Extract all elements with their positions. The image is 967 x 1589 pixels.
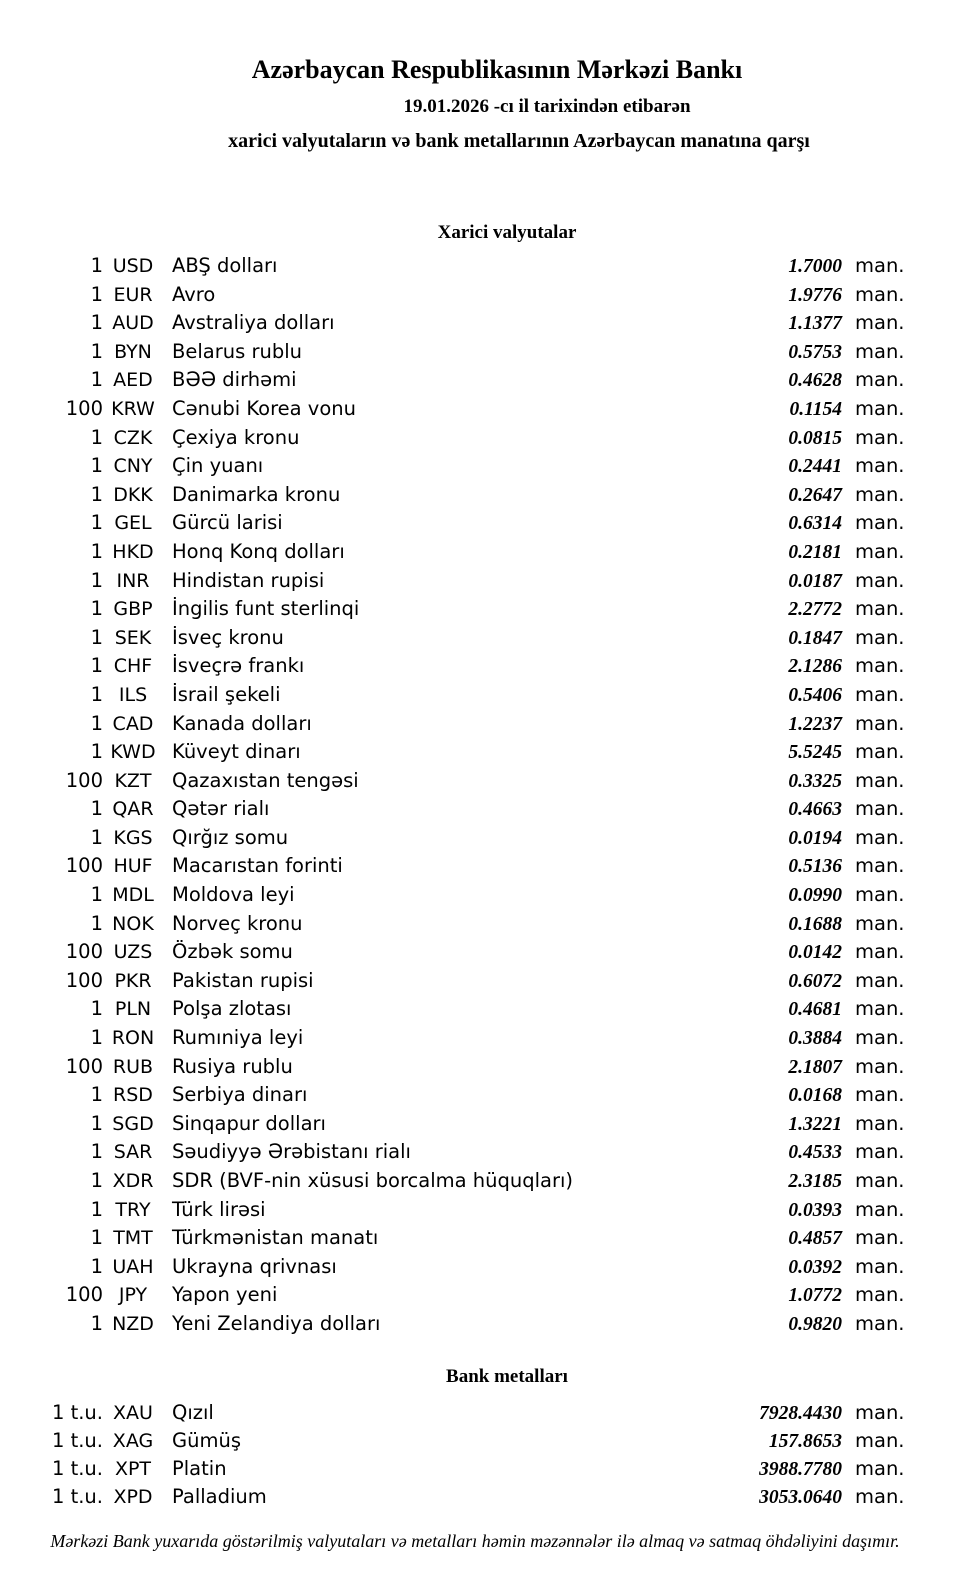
rate-cell: 0.4533: [788, 1142, 842, 1164]
rate-cell: 3988.7780: [759, 1459, 842, 1480]
currency-name-cell: Yeni Zelandiya dolları: [172, 1311, 381, 1335]
table-row: [0, 1483, 907, 1511]
quantity-cell: 1: [90, 511, 103, 535]
rate-cell: 0.3325: [788, 770, 842, 792]
currency-code-cell: SEK: [114, 626, 152, 649]
unit-cell: man.: [855, 854, 905, 878]
currency-code-cell: RUB: [112, 1055, 154, 1078]
currency-code-cell: KGS: [113, 826, 153, 849]
currency-code-cell: AUD: [112, 312, 154, 335]
page-title: Azərbaycan Respublikasının Mərkəzi Bankı: [251, 55, 743, 84]
quantity-cell: 1 t.u.: [51, 1429, 103, 1452]
unit-cell: man.: [855, 1401, 905, 1424]
currency-name-cell: Kanada dolları: [172, 711, 312, 735]
quantity-cell: 1: [90, 825, 103, 849]
unit-cell: man.: [855, 911, 905, 935]
quantity-cell: 1: [90, 1169, 103, 1192]
currency-code-cell: KWD: [110, 741, 156, 764]
rate-cell: 0.6314: [788, 513, 842, 535]
table-row: [0, 1167, 907, 1196]
currency-code-cell: HKD: [112, 540, 154, 563]
currency-code-cell: USD: [112, 255, 154, 277]
unit-cell: man.: [855, 454, 905, 478]
unit-cell: man.: [855, 768, 905, 792]
rate-cell: 0.5136: [788, 856, 842, 878]
currency-name-cell: Özbək somu: [172, 940, 293, 964]
unit-cell: man.: [855, 539, 905, 563]
unit-cell: man.: [855, 1429, 905, 1452]
rate-cell: 1.0772: [788, 1285, 842, 1307]
quantity-cell: 1: [90, 1026, 103, 1050]
table-row: [0, 1024, 907, 1053]
currency-code-cell: NOK: [112, 912, 154, 935]
table-row: [0, 1281, 907, 1310]
unit-cell: man.: [855, 968, 905, 992]
unit-cell: man.: [855, 1283, 905, 1307]
quantity-cell: 1: [90, 539, 103, 563]
rate-cell: 1.2237: [788, 713, 842, 735]
rate-cell: 0.0990: [788, 885, 842, 907]
table-row: [0, 1224, 907, 1253]
unit-cell: man.: [855, 997, 905, 1021]
currency-name-cell: Ukrayna qrivnası: [172, 1254, 337, 1278]
table-row: [0, 567, 907, 596]
rate-cell: 1.9776: [788, 284, 842, 306]
currency-code-cell: XPD: [113, 1486, 153, 1508]
table-row: [0, 938, 907, 967]
unit-cell: man.: [855, 625, 905, 649]
unit-cell: man.: [855, 311, 905, 335]
currency-name-cell: Danimarka kronu: [172, 482, 341, 506]
currency-code-cell: GEL: [114, 512, 152, 535]
quantity-cell: 1 t.u.: [51, 1485, 103, 1508]
unit-cell: man.: [855, 825, 905, 849]
quantity-cell: 1: [90, 797, 103, 821]
quantity-cell: 100: [65, 396, 103, 420]
currency-code-cell: SAR: [113, 1141, 153, 1164]
currency-code-cell: MDL: [112, 884, 154, 907]
currency-name-cell: İngilis funt sterlinqi: [172, 597, 360, 621]
unit-cell: man.: [855, 1457, 905, 1480]
currency-name-cell: Honq Konq dolları: [172, 539, 345, 563]
currency-code-cell: XDR: [112, 1170, 154, 1192]
table-row: [0, 1427, 907, 1455]
quantity-cell: 1: [90, 1254, 103, 1278]
table-row: [0, 1399, 907, 1427]
unit-cell: man.: [855, 883, 905, 907]
unit-cell: man.: [855, 1140, 905, 1164]
currency-code-cell: UZS: [113, 941, 153, 964]
unit-cell: man.: [855, 368, 905, 392]
currency-code-cell: XPT: [114, 1458, 152, 1480]
table-row: [0, 338, 907, 367]
table-row: [0, 910, 907, 939]
currency-code-cell: NZD: [112, 1312, 154, 1335]
currency-code-cell: CZK: [113, 426, 153, 449]
currency-name-cell: Polşa zlotası: [172, 997, 292, 1021]
unit-cell: man.: [855, 1054, 905, 1078]
currency-name-cell: Türkmənistan manatı: [172, 1226, 379, 1250]
currency-name-cell: Avstraliya dolları: [172, 311, 335, 335]
unit-cell: man.: [855, 482, 905, 506]
quantity-cell: 1: [90, 282, 103, 306]
rate-cell: 157.8653: [768, 1431, 842, 1452]
unit-cell: man.: [855, 282, 905, 306]
table-row: [0, 1138, 907, 1167]
quantity-cell: 1: [90, 911, 103, 935]
unit-cell: man.: [855, 1311, 905, 1335]
unit-cell: man.: [855, 1169, 905, 1192]
table-row: [0, 595, 907, 624]
currency-name-cell: Yapon yeni: [172, 1283, 278, 1307]
currency-code-cell: INR: [116, 569, 150, 592]
metals-section-title: Bank metalları: [446, 1366, 568, 1387]
currency-code-cell: PLN: [114, 998, 152, 1021]
rate-cell: 0.0815: [788, 427, 842, 449]
quantity-cell: 1: [90, 711, 103, 735]
currency-name-cell: Sinqapur dolları: [172, 1111, 326, 1135]
currency-code-cell: CHF: [113, 655, 153, 678]
rate-cell: 1.1377: [788, 313, 842, 335]
currency-code-cell: DKK: [113, 483, 153, 506]
quantity-cell: 1: [90, 654, 103, 678]
rate-cell: 0.0168: [788, 1085, 842, 1107]
quantity-cell: 100: [65, 968, 103, 992]
quantity-cell: 1: [90, 368, 103, 392]
unit-cell: man.: [855, 1111, 905, 1135]
table-row: [0, 424, 907, 453]
currency-name-cell: Qazaxıstan tengəsi: [172, 768, 359, 792]
currency-name-cell: Çexiya kronu: [172, 425, 300, 449]
metals-table: [0, 1399, 907, 1511]
rate-cell: 0.5753: [788, 341, 842, 363]
quantity-cell: 100: [65, 940, 103, 964]
currency-code-cell: SGD: [112, 1112, 154, 1135]
quantity-cell: 1: [90, 311, 103, 335]
unit-cell: man.: [855, 425, 905, 449]
rate-cell: 0.1688: [788, 913, 842, 935]
currency-name-cell: İsveçrə frankı: [172, 654, 305, 678]
rate-cell: 0.4663: [788, 799, 842, 821]
currency-code-cell: KZT: [114, 769, 152, 792]
currency-name-cell: Səudiyyə Ərəbistanı rialı: [172, 1140, 411, 1164]
currency-name-cell: Çin yuanı: [172, 454, 264, 478]
quantity-cell: 100: [65, 768, 103, 792]
table-row: [0, 1081, 907, 1110]
quantity-cell: 1: [90, 1226, 103, 1250]
unit-cell: man.: [855, 940, 905, 964]
quantity-cell: 1: [90, 254, 103, 277]
table-row: [0, 767, 907, 796]
currency-name-cell: Küveyt dinarı: [172, 740, 301, 764]
quantity-cell: 1: [90, 682, 103, 706]
unit-cell: man.: [855, 254, 905, 277]
rate-cell: 0.1847: [788, 627, 842, 649]
table-row: [0, 1253, 907, 1282]
table-row: [0, 738, 907, 767]
table-row: [0, 1196, 907, 1225]
table-row: [0, 538, 907, 567]
unit-cell: man.: [855, 396, 905, 420]
currency-code-cell: CNY: [113, 455, 153, 478]
table-row: [0, 1455, 907, 1483]
currency-code-cell: AED: [113, 369, 153, 392]
rate-cell: 2.3185: [788, 1171, 842, 1192]
currency-code-cell: PKR: [114, 969, 152, 992]
quantity-cell: 1: [90, 482, 103, 506]
unit-cell: man.: [855, 568, 905, 592]
quantity-cell: 1: [90, 883, 103, 907]
currency-name-cell: Rusiya rublu: [172, 1054, 293, 1078]
unit-cell: man.: [855, 654, 905, 678]
table-row: [0, 795, 907, 824]
bulletin-subtitle: xarici valyutaların və bank metallarının Azərbaycan manatına qarşı: [228, 130, 810, 152]
rate-cell: 0.0392: [788, 1256, 842, 1278]
currency-code-cell: XAG: [112, 1430, 154, 1452]
table-row: [0, 281, 907, 310]
currency-code-cell: TMT: [113, 1227, 153, 1250]
quantity-cell: 1: [90, 597, 103, 621]
currency-code-cell: ILS: [118, 683, 148, 706]
table-row: [0, 681, 907, 710]
rate-cell: 1.7000: [788, 256, 842, 277]
quantity-cell: 100: [65, 1283, 103, 1307]
currency-code-cell: JPY: [118, 1284, 148, 1307]
currency-name-cell: ABŞ dolları: [172, 254, 278, 277]
quantity-cell: 1: [90, 740, 103, 764]
rate-cell: 2.1807: [788, 1056, 842, 1078]
currency-name-cell: Moldova leyi: [172, 883, 295, 907]
quantity-cell: 1: [90, 1140, 103, 1164]
unit-cell: man.: [855, 1026, 905, 1050]
currency-name-cell: Türk lirəsi: [172, 1197, 266, 1221]
rate-cell: 0.0142: [788, 942, 842, 964]
rate-cell: 2.2772: [788, 599, 842, 621]
table-row: [0, 366, 907, 395]
rate-cell: 0.5406: [788, 684, 842, 706]
rate-cell: 0.3884: [788, 1028, 842, 1050]
table-row: [0, 395, 907, 424]
currency-name-cell: Rumıniya leyi: [172, 1026, 304, 1050]
currency-name-cell: Norveç kronu: [172, 911, 303, 935]
currency-code-cell: UAH: [112, 1255, 154, 1278]
table-row: [0, 252, 907, 281]
currency-name-cell: Gümüş: [172, 1429, 241, 1452]
rate-cell: 0.0393: [788, 1199, 842, 1221]
currency-name-cell: BƏƏ dirhəmi: [172, 368, 297, 392]
table-row: [0, 481, 907, 510]
currency-name-cell: Pakistan rupisi: [172, 968, 314, 992]
rate-cell: 1.3221: [788, 1113, 842, 1135]
currency-name-cell: Qırğız somu: [172, 825, 289, 849]
quantity-cell: 1: [90, 425, 103, 449]
quantity-cell: 1: [90, 568, 103, 592]
currency-code-cell: TRY: [115, 1198, 151, 1221]
currency-name-cell: Avro: [172, 282, 216, 306]
currency-name-cell: Palladium: [172, 1485, 267, 1508]
rate-cell: 0.2647: [788, 484, 842, 506]
currency-name-cell: Qızıl: [172, 1401, 214, 1424]
currency-name-cell: İsveç kronu: [172, 625, 284, 649]
table-row: [0, 452, 907, 481]
table-row: [0, 1053, 907, 1082]
quantity-cell: 100: [65, 854, 103, 878]
rate-cell: 3053.0640: [759, 1487, 842, 1508]
rate-cell: 0.4681: [788, 999, 842, 1021]
unit-cell: man.: [855, 797, 905, 821]
table-row: [0, 624, 907, 653]
rate-cell: 2.1286: [788, 656, 842, 678]
rate-cell: 0.0194: [788, 827, 842, 849]
rate-cell: 0.9820: [788, 1313, 842, 1335]
table-row: [0, 509, 907, 538]
quantity-cell: 1: [90, 454, 103, 478]
unit-cell: man.: [855, 1226, 905, 1250]
currencies-table: [0, 252, 907, 1339]
currency-name-cell: Gürcü larisi: [172, 511, 283, 535]
currency-code-cell: BYN: [114, 340, 152, 363]
unit-cell: man.: [855, 1083, 905, 1107]
currency-code-cell: EUR: [113, 283, 153, 306]
rate-cell: 0.4628: [788, 370, 842, 392]
currency-code-cell: HUF: [113, 855, 153, 878]
currency-name-cell: Macarıstan forinti: [172, 854, 343, 878]
table-row: [0, 652, 907, 681]
quantity-cell: 1: [90, 997, 103, 1021]
table-row: [0, 710, 907, 739]
currency-code-cell: XAU: [113, 1402, 153, 1424]
table-row: [0, 852, 907, 881]
table-row: [0, 1110, 907, 1139]
currency-code-cell: QAR: [112, 798, 154, 821]
unit-cell: man.: [855, 682, 905, 706]
quantity-cell: 1: [90, 1311, 103, 1335]
unit-cell: man.: [855, 711, 905, 735]
currency-name-cell: Platin: [172, 1457, 227, 1480]
table-row: [0, 995, 907, 1024]
currency-name-cell: Cənubi Korea vonu: [172, 396, 356, 420]
rate-cell: 7928.4430: [759, 1403, 842, 1424]
unit-cell: man.: [855, 1197, 905, 1221]
quantity-cell: 1: [90, 339, 103, 363]
currency-name-cell: Belarus rublu: [172, 339, 303, 363]
currency-name-cell: Qətər rialı: [172, 797, 270, 821]
unit-cell: man.: [855, 1485, 905, 1508]
unit-cell: man.: [855, 597, 905, 621]
rate-cell: 0.6072: [788, 970, 842, 992]
quantity-cell: 1: [90, 1197, 103, 1221]
currency-code-cell: KRW: [111, 397, 155, 420]
footer-note: Mərkəzi Bank yuxarıda göstərilmiş valyutaları və metalları həmin məzənnələr ilə almaq və satmaq öhdəliyini daşımır.: [50, 1531, 900, 1551]
currency-name-cell: Hindistan rupisi: [172, 568, 325, 592]
quantity-cell: 100: [65, 1054, 103, 1078]
quantity-cell: 1: [90, 1111, 103, 1135]
rate-cell: 0.2441: [788, 456, 842, 478]
table-row: [0, 824, 907, 853]
quantity-cell: 1 t.u.: [51, 1457, 103, 1480]
currencies-section-title: Xarici valyutalar: [437, 222, 577, 243]
currency-code-cell: GBP: [113, 598, 153, 621]
quantity-cell: 1: [90, 625, 103, 649]
quantity-cell: 1: [90, 1083, 103, 1107]
unit-cell: man.: [855, 740, 905, 764]
table-row: [0, 309, 907, 338]
rate-cell: 0.1154: [789, 398, 842, 420]
currency-name-cell: SDR (BVF-nin xüsusi borcalma hüquqları): [172, 1169, 574, 1192]
quantity-cell: 1 t.u.: [51, 1401, 103, 1424]
currency-code-cell: RON: [111, 1027, 155, 1050]
currency-code-cell: CAD: [112, 712, 154, 735]
unit-cell: man.: [855, 339, 905, 363]
rate-cell: 0.4857: [788, 1228, 842, 1250]
currency-name-cell: İsrail şekeli: [172, 682, 281, 706]
table-row: [0, 967, 907, 996]
currency-code-cell: RSD: [113, 1084, 153, 1107]
unit-cell: man.: [855, 1254, 905, 1278]
rate-cell: 0.2181: [788, 541, 842, 563]
table-row: [0, 881, 907, 910]
rate-cell: 5.5245: [788, 742, 842, 764]
rate-cell: 0.0187: [788, 570, 842, 592]
table-row: [0, 1310, 907, 1339]
currency-name-cell: Serbiya dinarı: [172, 1083, 308, 1107]
unit-cell: man.: [855, 511, 905, 535]
effective-date-line: 19.01.2026 -cı il tarixindən etibarən: [403, 96, 691, 117]
